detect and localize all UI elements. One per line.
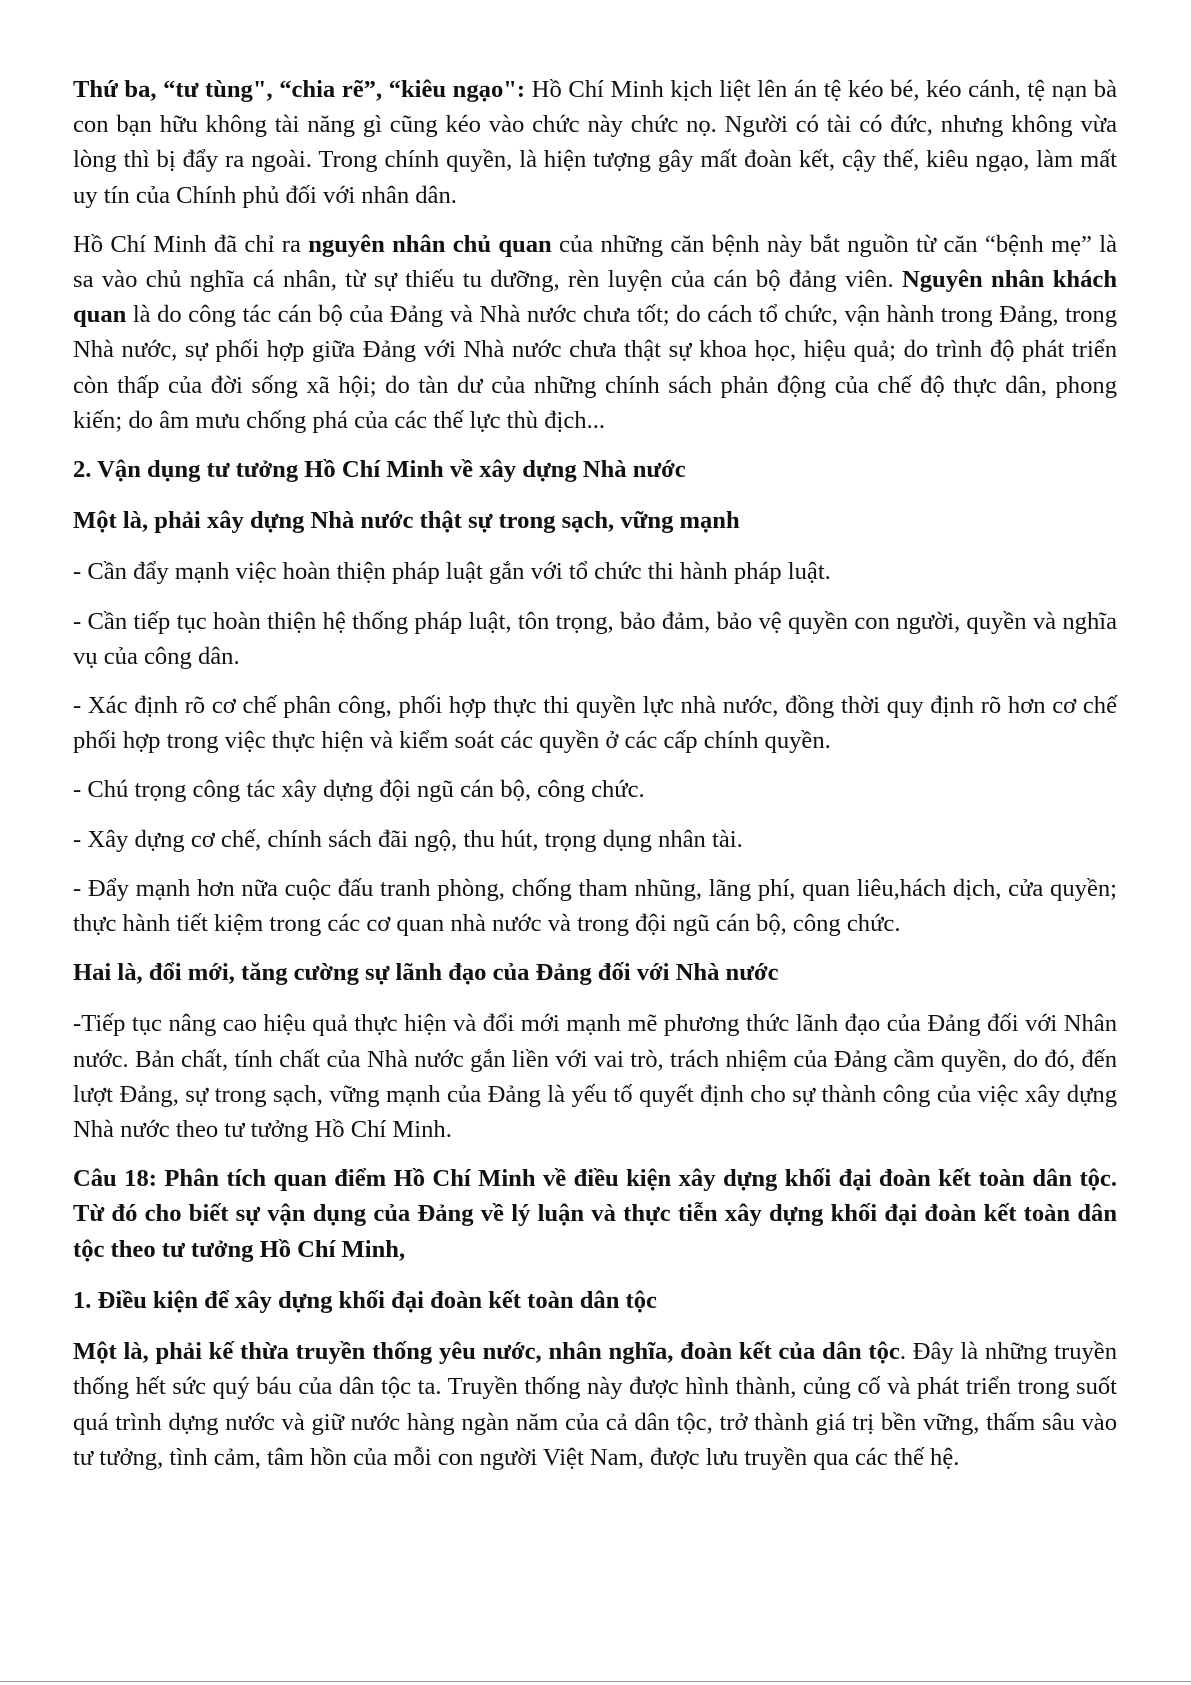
- section-heading-van-dung: 2. Vận dụng tư tưởng Hồ Chí Minh về xây dựng Nhà nước: [73, 456, 686, 484]
- bullet-item: - Xây dựng cơ chế, chính sách đãi ngộ, thu hút, trọng dụng nhân tài.: [73, 825, 743, 853]
- bold-phrase-chu-quan: nguyên nhân chủ quan: [308, 230, 552, 258]
- document-page: [73, 72, 1117, 1489]
- paragraph-bold-lead: Một là, phải kế thừa truyền thống yêu nước, nhân nghĩa, đoàn kết của dân tộc: [73, 1338, 900, 1366]
- section-heading-dieu-kien: 1. Điều kiện để xây dựng khối đại đoàn kết toàn dân tộc: [73, 1286, 657, 1314]
- bullet-item: - Xác định rõ cơ chế phân công, phối hợp thực thi quyền lực nhà nước, đồng thời quy định rõ hơn cơ chế phối hợp trong việc thực hiện và kiểm soát các quyền ở các cấp chính quyền.: [73, 692, 1117, 755]
- paragraph-nguyen-nhan: [73, 227, 1117, 438]
- bold-phrase-khach-quan: Nguyên nhân khách quan: [73, 266, 1117, 329]
- paragraph-ke-thua: [73, 1334, 1117, 1475]
- bullet-item: - Chú trọng công tác xây dựng đội ngũ cán bộ, công chức.: [73, 776, 645, 804]
- paragraph-text: Hồ Chí Minh đã chỉ ra: [73, 230, 309, 258]
- paragraph-text: của những căn bệnh này bắt nguồn từ căn “bệnh mẹ” là sa vào chủ nghĩa cá nhân, từ sự thiếu tu dưỡng, rèn luyện của cán bộ đảng viên.: [73, 230, 1117, 294]
- paragraph-text: . Đây là những truyền thống hết sức quý báu của dân tộc ta. Truyền thống này được hình thành, củng cố và phát triển trong suốt quá trình dựng nước và giữ nước hàng ngàn năm của cả dân tộc, trở thành giá trị bền vững, thấm sâu vào tư tưởng, tình cảm, tâm hồn của mỗi con người Việt Nam, được lưu truyền qua các thế hệ.: [73, 1338, 1117, 1471]
- subheading-hai-la: Hai là, đổi mới, tăng cường sự lãnh đạo của Đảng đối với Nhà nước: [73, 959, 779, 987]
- paragraph-bold-lead: Thứ ba, “tư tùng", “chia rẽ”, “kiêu ngạo":: [73, 76, 526, 103]
- bullet-item: - Cần đẩy mạnh việc hoàn thiện pháp luật gắn với tổ chức thi hành pháp luật.: [73, 558, 831, 586]
- page-bottom-rule: [0, 1681, 1191, 1682]
- paragraph-thu-ba: [73, 72, 1117, 213]
- bullet-item: - Đẩy mạnh hơn nữa cuộc đấu tranh phòng, chống tham nhũng, lãng phí, quan liêu,hách dịch, cửa quyền; thực hành tiết kiệm trong các cơ quan nhà nước và trong đội ngũ cán bộ, công chức.: [73, 874, 1117, 938]
- paragraph-text: là do công tác cán bộ của Đảng và Nhà nước chưa tốt; do cách tổ chức, vận hành trong Đảng, trong Nhà nước, sự phối hợp giữa Đảng với Nhà nước chưa thật sự khoa học, hiệu quả; do trình độ phát triển còn thấp của đời sống xã hội; do tàn dư của những chính sách phản động của chế độ thực dân, phong kiến; do âm mưu chống phá của các thế lực thù địch...: [73, 301, 1117, 434]
- bullet-item: - Cần tiếp tục hoàn thiện hệ thống pháp luật, tôn trọng, bảo đảm, bảo vệ quyền con người, quyền và nghĩa vụ của công dân.: [73, 607, 1117, 670]
- paragraph-tiep-tuc: -Tiếp tục nâng cao hiệu quả thực hiện và đổi mới mạnh mẽ phương thức lãnh đạo của Đảng đối với Nhân nước. Bản chất, tính chất của Nhà nước gắn liền với vai trò, trách nhiệm của Đảng cầm quyền, do đó, đến lượt Đảng, sự trong sạch, vững mạnh của Đảng là yếu tố quyết định cho sự thành công của việc xây dựng Nhà nước theo tư tưởng Hồ Chí Minh.: [73, 1010, 1117, 1144]
- paragraph-text: Hồ Chí Minh kịch liệt lên án tệ kéo bé, kéo cánh, tệ nạn bà con bạn hữu không tài năng gì cũng kéo vào chức này chức nọ. Người có tài có đức, nhưng không vừa lòng thì bị đẩy ra ngoài. Trong chính quyền, là hiện tượng gây mất đoàn kết, cậy thế, kiêu ngạo, làm mất uy tín của Chính phủ đối với nhân dân.: [73, 76, 1117, 209]
- question-heading-cau-18: Câu 18: Phân tích quan điểm Hồ Chí Minh về điều kiện xây dựng khối đại đoàn kết toàn dân tộc. Từ đó cho biết sự vận dụng của Đảng về lý luận và thực tiễn xây dựng khối đại đoàn kết toàn dân tộc theo tư tưởng Hồ Chí Minh,: [73, 1165, 1117, 1263]
- subheading-mot-la: Một là, phải xây dựng Nhà nước thật sự trong sạch, vững mạnh: [73, 507, 740, 535]
